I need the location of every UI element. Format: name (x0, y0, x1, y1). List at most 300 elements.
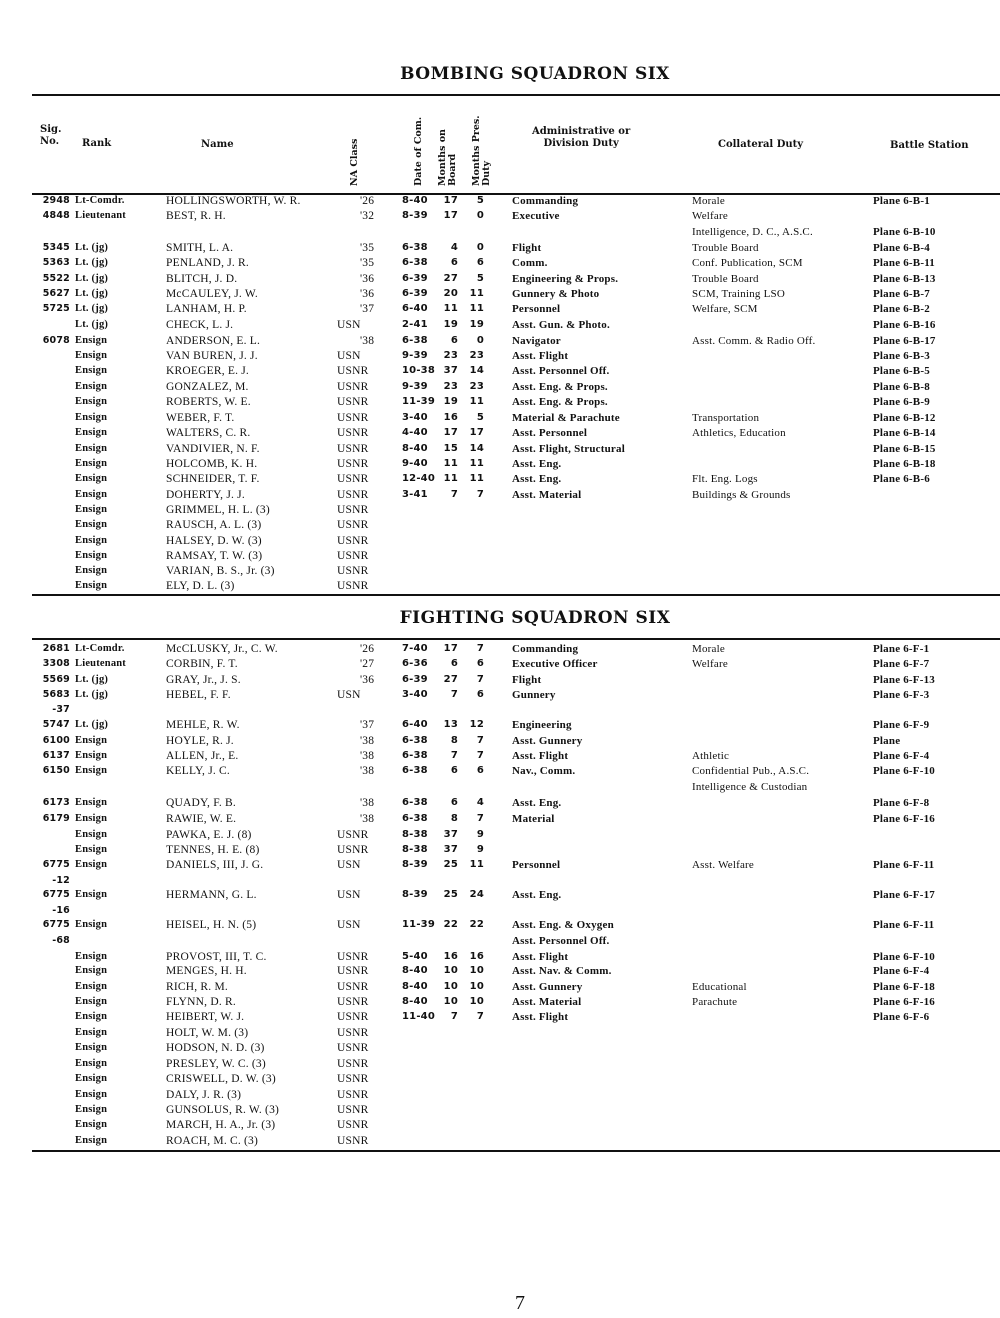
cell-sig: -12 (52, 875, 70, 886)
cell-sig: 6775 (42, 889, 70, 900)
cell-name: HOYLE, R. J. (166, 735, 234, 747)
cell-admin: Asst. Flight (512, 750, 569, 762)
cell-cls: '38 (360, 750, 375, 762)
table-row (0, 888, 1000, 903)
cell-rank: Ensign (75, 996, 108, 1007)
cell-cls: '27 (360, 658, 375, 670)
cell-battle: Plane 6-B-5 (873, 365, 930, 377)
cell-sig: 6100 (42, 735, 70, 746)
cell-date: 11-39 (402, 396, 435, 407)
cell-date: 6-39 (402, 273, 428, 284)
cell-mob: 10 (443, 981, 458, 992)
table-row (0, 964, 1000, 979)
table-row (0, 349, 1000, 364)
cell-coll: Asst. Welfare (692, 859, 754, 871)
cell-battle: Plane 6-B-2 (873, 303, 930, 315)
table-row (0, 718, 1000, 733)
table-row (0, 950, 1000, 965)
cell-admin: Comm. (512, 257, 548, 269)
cell-name: HEIBERT, W. J. (166, 1011, 245, 1023)
cell-cls: USN (337, 859, 361, 871)
cell-name: ROACH, M. C. (3) (166, 1135, 259, 1147)
cell-rank: Lt. (jg) (75, 719, 109, 730)
cell-rank: Ensign (75, 458, 108, 469)
cell-date: 11-40 (402, 1011, 435, 1022)
cell-mob: 10 (443, 996, 458, 1007)
fighting-squadron-title: FIGHTING SQUADRON SIX (399, 608, 671, 628)
cell-mob: 6 (450, 765, 458, 776)
cell-admin: Asst. Flight (512, 1011, 569, 1023)
cell-cls: USNR (337, 365, 369, 377)
cell-name: GRAY, Jr., J. S. (166, 674, 241, 686)
cell-cls: USNR (337, 489, 369, 501)
table-row (0, 812, 1000, 827)
cell-battle: Plane 6-B-9 (873, 396, 930, 408)
cell-admin: Commanding (512, 195, 579, 207)
table-row (0, 534, 1000, 549)
cell-mpd: 10 (469, 996, 484, 1007)
cell-mob: 16 (443, 412, 458, 423)
cell-battle: Plane 6-F-18 (873, 981, 935, 993)
cell-battle: Plane 6-F-4 (873, 750, 930, 762)
cell-admin: Executive Officer (512, 658, 598, 670)
cell-name: CHECK, L. J. (166, 319, 234, 331)
cell-mpd: 4 (476, 797, 484, 808)
cell-mob: 4 (450, 242, 458, 253)
cell-mob: 10 (443, 965, 458, 976)
cell-sig: 5345 (42, 242, 70, 253)
cell-mob: 11 (443, 303, 458, 314)
cell-rank: Lt. (jg) (75, 674, 109, 685)
cell-name: ANDERSON, E. L. (166, 335, 261, 347)
cell-mpd: 6 (476, 257, 484, 268)
cell-cls: '35 (360, 257, 375, 269)
cell-name: HOLLINGSWORTH, W. R. (166, 195, 301, 207)
cell-name: DANIELS, III, J. G. (166, 859, 264, 871)
table-row (0, 780, 1000, 795)
cell-coll: Intelligence & Custodian (692, 781, 808, 793)
cell-admin: Asst. Personnel Off. (512, 365, 610, 377)
cell-battle: Plane (873, 735, 901, 747)
cell-rank: Lt-Comdr. (75, 195, 125, 206)
cell-admin: Nav., Comm. (512, 765, 576, 777)
cell-cls: '38 (360, 765, 375, 777)
cell-mob: 7 (450, 489, 458, 500)
cell-cls: USN (337, 689, 361, 701)
cell-coll: Asst. Comm. & Radio Off. (692, 335, 816, 347)
table-row (0, 642, 1000, 657)
cell-sig: 4848 (42, 210, 70, 221)
cell-admin: Commanding (512, 643, 579, 655)
cell-cls: '26 (360, 643, 375, 655)
cell-name: GUNSOLUS, R. W. (3) (166, 1104, 280, 1116)
cell-cls: USNR (337, 519, 369, 531)
cell-mpd: 10 (469, 965, 484, 976)
cell-name: McCLUSKY, Jr., C. W. (166, 643, 278, 655)
cell-rank: Ensign (75, 504, 108, 515)
cell-cls: '35 (360, 242, 375, 254)
cell-battle: Plane 6-B-13 (873, 273, 936, 285)
cell-cls: USNR (337, 951, 369, 963)
table-row (0, 828, 1000, 843)
cell-cls: USNR (337, 427, 369, 439)
table-row (0, 380, 1000, 395)
cell-mpd: 10 (469, 981, 484, 992)
cell-admin: Asst. Gunnery (512, 981, 583, 993)
cell-cls: '26 (360, 195, 375, 207)
cell-date: 6-36 (402, 658, 428, 669)
cell-coll: Confidential Pub., A.S.C. (692, 765, 810, 777)
cell-cls: USNR (337, 829, 369, 841)
cell-rank: Lieutenant (75, 210, 127, 221)
cell-name: BLITCH, J. D. (166, 273, 238, 285)
cell-rank: Ensign (75, 844, 108, 855)
cell-rank: Ensign (75, 519, 108, 530)
header-na-class: NA Class (349, 138, 360, 186)
cell-cls: USNR (337, 965, 369, 977)
cell-name: VAN BUREN, J. J. (166, 350, 258, 362)
cell-rank: Ensign (75, 335, 108, 346)
table-row (0, 395, 1000, 410)
cell-date: 6-38 (402, 765, 428, 776)
cell-coll: Conf. Publication, SCM (692, 257, 803, 269)
cell-mob: 17 (443, 195, 458, 206)
header-months-on-board: Months on Board (437, 129, 458, 186)
cell-battle: Plane 6-B-3 (873, 350, 930, 362)
cell-rank: Ensign (75, 965, 108, 976)
cell-mpd: 23 (469, 381, 484, 392)
cell-rank: Ensign (75, 1089, 108, 1100)
cell-date: 6-38 (402, 797, 428, 808)
cell-rank: Ensign (75, 750, 108, 761)
cell-date: 6-39 (402, 674, 428, 685)
cell-mob: 37 (443, 829, 458, 840)
cell-rank: Lt. (jg) (75, 273, 109, 284)
cell-admin: Flight (512, 242, 542, 254)
cell-admin: Asst. Eng. & Props. (512, 381, 608, 393)
cell-coll: Parachute (692, 996, 738, 1008)
cell-cls: '38 (360, 797, 375, 809)
cell-cls: USNR (337, 550, 369, 562)
cell-admin: Navigator (512, 335, 561, 347)
cell-coll: Morale (692, 195, 725, 207)
cell-battle: Plane 6-B-1 (873, 195, 930, 207)
cell-date: 8-40 (402, 443, 428, 454)
cell-cls: '38 (360, 335, 375, 347)
cell-battle: Plane 6-F-16 (873, 813, 935, 825)
cell-admin: Material (512, 813, 555, 825)
cell-date: 9-39 (402, 350, 428, 361)
table-row (0, 980, 1000, 995)
cell-admin: Engineering & Props. (512, 273, 619, 285)
cell-mob: 6 (450, 797, 458, 808)
table-row (0, 318, 1000, 333)
cell-date: 12-40 (402, 473, 435, 484)
cell-mob: 25 (443, 889, 458, 900)
cell-cls: USNR (337, 396, 369, 408)
cell-date: 8-38 (402, 829, 428, 840)
cell-coll: Welfare (692, 210, 728, 222)
cell-date: 6-40 (402, 719, 428, 730)
cell-sig: -16 (52, 905, 70, 916)
cell-date: 11-39 (402, 919, 435, 930)
cell-cls: USNR (337, 381, 369, 393)
cell-rank: Ensign (75, 813, 108, 824)
cell-mob: 23 (443, 381, 458, 392)
cell-admin: Asst. Flight, Structural (512, 443, 625, 455)
cell-date: 6-38 (402, 335, 428, 346)
cell-name: VANDIVIER, N. F. (166, 443, 260, 455)
cell-date: 8-39 (402, 889, 428, 900)
cell-name: WALTERS, C. R. (166, 427, 251, 439)
top-rule (32, 94, 1000, 96)
cell-cls: USNR (337, 1135, 369, 1147)
cell-name: LANHAM, H. P. (166, 303, 247, 315)
cell-name: RAWIE, W. E. (166, 813, 237, 825)
cell-sig: 5522 (42, 273, 70, 284)
cell-mpd: 11 (469, 458, 484, 469)
fighting-rule (32, 638, 1000, 640)
cell-mpd: 7 (476, 735, 484, 746)
cell-coll: Welfare (692, 658, 728, 670)
table-row (0, 995, 1000, 1010)
cell-date: 6-39 (402, 288, 428, 299)
cell-rank: Lieutenant (75, 658, 127, 669)
cell-rank: Lt. (jg) (75, 319, 109, 330)
cell-mob: 11 (443, 458, 458, 469)
cell-mpd: 11 (469, 859, 484, 870)
cell-sig: 5747 (42, 719, 70, 730)
cell-mpd: 23 (469, 350, 484, 361)
header-battle-station: Battle Station (890, 140, 969, 151)
table-row (0, 302, 1000, 317)
table-row (0, 426, 1000, 441)
cell-cls: '32 (360, 210, 375, 222)
cell-name: SCHNEIDER, T. F. (166, 473, 260, 485)
cell-mob: 13 (443, 719, 458, 730)
table-row (0, 225, 1000, 240)
cell-name: ROBERTS, W. E. (166, 396, 251, 408)
table-row (0, 256, 1000, 271)
table-row (0, 287, 1000, 302)
cell-battle: Plane 6-B-8 (873, 381, 930, 393)
cell-date: 8-40 (402, 195, 428, 206)
cell-cls: USNR (337, 580, 369, 592)
cell-name: VARIAN, B. S., Jr. (3) (166, 565, 275, 577)
table-row (0, 549, 1000, 564)
table-row (0, 1057, 1000, 1072)
cell-coll: Trouble Board (692, 242, 759, 254)
cell-rank: Ensign (75, 580, 108, 591)
cell-cls: USNR (337, 1104, 369, 1116)
cell-mob: 6 (450, 257, 458, 268)
table-row (0, 364, 1000, 379)
cell-admin: Material & Parachute (512, 412, 620, 424)
table-row (0, 688, 1000, 703)
cell-cls: '36 (360, 674, 375, 686)
cell-mob: 37 (443, 844, 458, 855)
cell-rank: Ensign (75, 797, 108, 808)
cell-battle: Plane 6-F-3 (873, 689, 930, 701)
cell-rank: Ensign (75, 1135, 108, 1146)
cell-admin: Asst. Gunnery (512, 735, 583, 747)
table-row (0, 904, 1000, 919)
cell-admin: Asst. Eng. (512, 458, 562, 470)
cell-battle: Plane 6-B-11 (873, 257, 935, 269)
cell-sig: 2681 (42, 643, 70, 654)
header-rank: Rank (82, 138, 112, 149)
cell-battle: Plane 6-F-11 (873, 919, 935, 931)
cell-battle: Plane 6-F-10 (873, 765, 935, 777)
cell-cls: USNR (337, 844, 369, 856)
cell-name: GONZALEZ, M. (166, 381, 249, 393)
cell-name: KROEGER, E. J. (166, 365, 249, 377)
cell-mpd: 7 (476, 643, 484, 654)
cell-sig: 6173 (42, 797, 70, 808)
cell-date: 3-41 (402, 489, 428, 500)
table-row (0, 673, 1000, 688)
header-sig-no: Sig. No. (40, 124, 62, 147)
table-row (0, 272, 1000, 287)
bottom-rule (32, 1150, 1000, 1152)
cell-sig: 6179 (42, 813, 70, 824)
table-row (0, 209, 1000, 224)
cell-coll: Athletics, Education (692, 427, 786, 439)
cell-date: 2-41 (402, 319, 428, 330)
cell-date: 6-38 (402, 242, 428, 253)
cell-admin: Asst. Eng. & Props. (512, 396, 608, 408)
header-collateral-duty: Collateral Duty (718, 139, 804, 150)
cell-mpd: 11 (469, 473, 484, 484)
cell-date: 8-39 (402, 859, 428, 870)
cell-battle: Plane 6-B-18 (873, 458, 936, 470)
table-row (0, 1134, 1000, 1149)
cell-mpd: 0 (476, 210, 484, 221)
cell-sig: 6137 (42, 750, 70, 761)
cell-mpd: 11 (469, 288, 484, 299)
cell-cls: '38 (360, 813, 375, 825)
cell-cls: '37 (360, 719, 375, 731)
cell-battle: Plane 6-F-7 (873, 658, 930, 670)
cell-rank: Ensign (75, 489, 108, 500)
cell-cls: '37 (360, 303, 375, 315)
cell-mob: 20 (443, 288, 458, 299)
cell-date: 5-40 (402, 951, 428, 962)
cell-sig: 6775 (42, 859, 70, 870)
cell-date: 4-40 (402, 427, 428, 438)
cell-mob: 7 (450, 689, 458, 700)
cell-coll: Educational (692, 981, 747, 993)
cell-cls: USN (337, 350, 361, 362)
cell-name: KELLY, J. C. (166, 765, 230, 777)
cell-name: TENNES, H. E. (8) (166, 844, 260, 856)
table-row (0, 934, 1000, 949)
cell-coll: Transportation (692, 412, 760, 424)
cell-name: ALLEN, Jr., E. (166, 750, 239, 762)
table-row (0, 1072, 1000, 1087)
cell-name: HODSON, N. D. (3) (166, 1042, 265, 1054)
cell-date: 9-40 (402, 458, 428, 469)
cell-cls: USNR (337, 473, 369, 485)
cell-mpd: 6 (476, 658, 484, 669)
cell-mob: 17 (443, 643, 458, 654)
bombing-squadron-title: BOMBING SQUADRON SIX (400, 64, 670, 84)
header-date-com: Date of Com. (413, 116, 424, 186)
table-row (0, 241, 1000, 256)
cell-battle: Plane 6-B-16 (873, 319, 936, 331)
table-row (0, 843, 1000, 858)
cell-mpd: 0 (476, 242, 484, 253)
header-months-pres-duty: Months Pres. Duty (471, 115, 492, 186)
table-row (0, 411, 1000, 426)
cell-battle: Plane 6-B-7 (873, 288, 930, 300)
cell-sig: 6775 (42, 919, 70, 930)
cell-admin: Asst. Material (512, 996, 582, 1008)
cell-cls: USNR (337, 535, 369, 547)
cell-mpd: 16 (469, 951, 484, 962)
cell-sig: 5725 (42, 303, 70, 314)
table-row (0, 194, 1000, 209)
cell-mob: 27 (443, 674, 458, 685)
cell-rank: Ensign (75, 350, 108, 361)
cell-coll: Welfare, SCM (692, 303, 758, 315)
cell-mpd: 14 (469, 443, 484, 454)
cell-rank: Ensign (75, 1042, 108, 1053)
cell-date: 6-38 (402, 750, 428, 761)
cell-mpd: 7 (476, 1011, 484, 1022)
header-name: Name (201, 139, 234, 150)
cell-battle: Plane 6-B-4 (873, 242, 930, 254)
cell-rank: Ensign (75, 735, 108, 746)
cell-battle: Plane 6-F-10 (873, 951, 935, 963)
cell-mob: 17 (443, 427, 458, 438)
table-row (0, 918, 1000, 933)
cell-date: 8-40 (402, 965, 428, 976)
cell-admin: Gunnery & Photo (512, 288, 600, 300)
cell-name: ELY, D. L. (3) (166, 580, 235, 592)
cell-mpd: 7 (476, 489, 484, 500)
cell-rank: Lt-Comdr. (75, 643, 125, 654)
cell-mob: 7 (450, 750, 458, 761)
cell-name: GRIMMEL, H. L. (3) (166, 504, 270, 516)
cell-battle: Plane 6-F-8 (873, 797, 930, 809)
cell-admin: Gunnery (512, 689, 556, 701)
cell-admin: Asst. Nav. & Comm. (512, 965, 612, 977)
cell-rank: Ensign (75, 365, 108, 376)
cell-date: 3-40 (402, 689, 428, 700)
cell-cls: '38 (360, 735, 375, 747)
cell-mpd: 6 (476, 765, 484, 776)
cell-name: HOLCOMB, K. H. (166, 458, 258, 470)
cell-admin: Asst. Flight (512, 350, 569, 362)
cell-mpd: 12 (469, 719, 484, 730)
cell-date: 8-39 (402, 210, 428, 221)
cell-cls: USNR (337, 1073, 369, 1085)
table-row (0, 457, 1000, 472)
cell-rank: Ensign (75, 565, 108, 576)
cell-cls: USNR (337, 1089, 369, 1101)
cell-sig: 6150 (42, 765, 70, 776)
cell-mpd: 14 (469, 365, 484, 376)
cell-date: 8-40 (402, 996, 428, 1007)
cell-mob: 27 (443, 273, 458, 284)
cell-mob: 6 (450, 335, 458, 346)
cell-sig: 5363 (42, 257, 70, 268)
cell-rank: Lt. (jg) (75, 288, 109, 299)
cell-admin: Asst. Eng. (512, 473, 562, 485)
cell-rank: Lt. (jg) (75, 303, 109, 314)
cell-coll: Morale (692, 643, 725, 655)
